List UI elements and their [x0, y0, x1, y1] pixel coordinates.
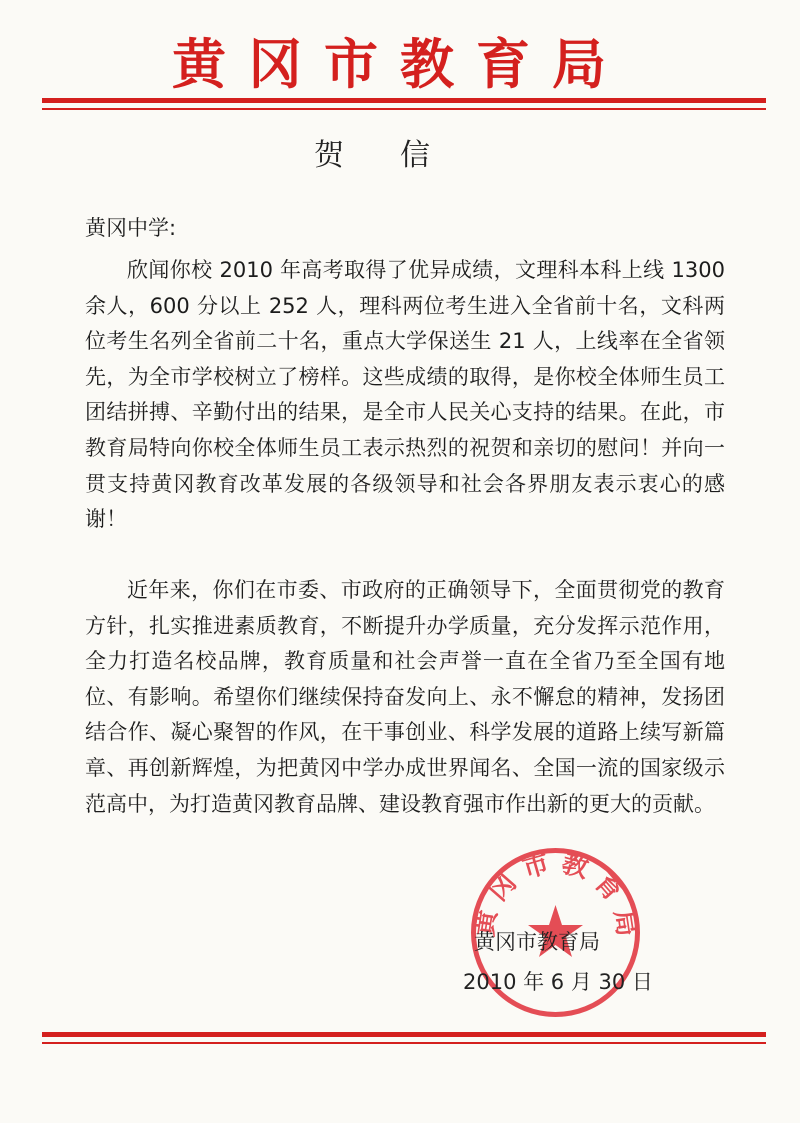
- paragraph-2-wrap: [85, 573, 725, 822]
- letterhead-org-name: 黄冈市教育局: [172, 32, 628, 96]
- document-title: 贺信: [314, 138, 486, 173]
- salutation: 黄冈中学:: [85, 216, 177, 240]
- footer-rule-thick: [42, 1032, 766, 1037]
- seal-text: 黄 冈 市 教 育 局: [469, 848, 642, 939]
- letterhead-rule-thin: [42, 108, 766, 110]
- footer-rule-thin: [42, 1042, 766, 1044]
- paragraph-1-wrap: [85, 253, 725, 538]
- paragraph-2: 近年来，你们在市委、市政府的正确领导下，全面贯彻党的教育方针，扎实推进素质教育，不断提升办学质量，充分发挥示范作用，全力打造名校品牌，教育质量和社会声誉一直在全省乃至全国有地位、有影响。希望你们继续保持奋发向上、永不懈怠的精神，发扬团结合作、凝心聚智的作风，在干事创业、科学发展的道路上续写新篇章、再创新辉煌，为把黄冈中学办成世界闻名、全国一流的国家级示范高中，为打造黄冈教育品牌、建设教育强市作出新的更大的贡献。: [85, 578, 725, 816]
- letterhead-rule-thick: [42, 98, 766, 103]
- paragraph-1: 欣闻你校 2010 年高考取得了优异成绩，文理科本科上线 1300 余人，600 分以上 252 人，理科两位考生进入全省前十名，文科两位考生名列全省前二十名，重点大学保送生 21 人，上线率在全省领先，为全市学校树立了榜样。这些成绩的取得，是你校全体师生员工团结拼搏、辛勤付出的结果，是全市人民关心支持的结果。在此，市教育局特向你校全体师生员工表示热烈的祝贺和亲切的慰问！并向一贯支持黄冈教育改革发展的各级领导和社会各界朋友表示衷心的感谢！: [85, 258, 725, 532]
- signer: 黄冈市教育局: [474, 930, 600, 954]
- sign-date: 2010 年 6 月 30 日: [463, 970, 653, 994]
